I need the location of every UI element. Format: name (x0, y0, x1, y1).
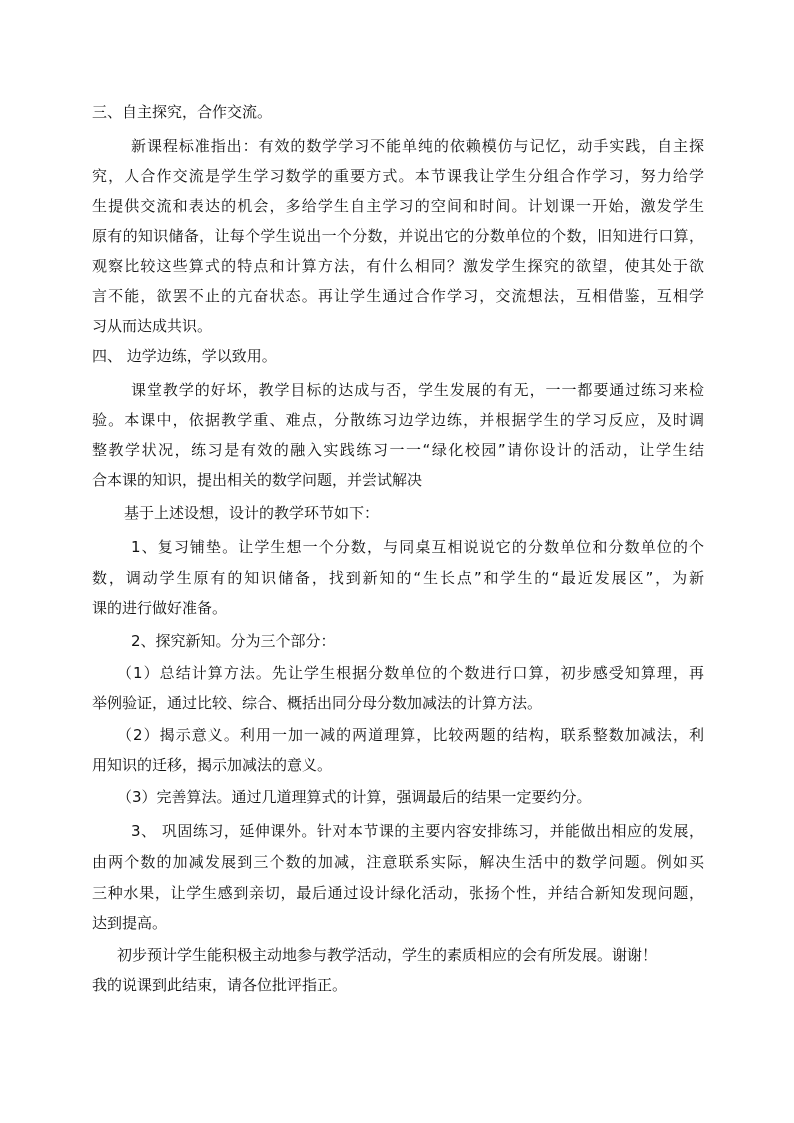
closing-line: 我的说课到此结束，请各位批评指正。 (92, 976, 348, 994)
section-3-paragraph-line: 新课程标准指出：有效的数学学习不能单纯的依赖模仿与记忆，动手实践，自主探 (131, 137, 704, 155)
step-3-line: 三种水果，让学生感到亲切，最后通过设计绿化活动，张扬个性，并结合新知发现问题， (92, 884, 704, 902)
section-4-paragraph-line: 验。本课中，依据教学重、难点，分散练习边学边练，并根据学生的学习反应，及时调 (92, 411, 704, 429)
section-3-paragraph-line: 言不能，欲罢不止的亢奋状态。再让学生通过合作学习，交流想法，互相借鉴，互相学 (92, 287, 704, 305)
step-2-sub-2-line: 用知识的迁移，揭示加减法的意义。 (92, 756, 333, 774)
step-3-line: 达到提高。 (92, 914, 168, 932)
section-3-paragraph-line: 生提供交流和表达的机会，多给学生自主学习的空间和时间。计划课一开始，激发学生 (92, 197, 704, 215)
section-3-paragraph-line: 究，人合作交流是学生学习数学的重要方式。本节课我让学生分组合作学习，努力给学 (92, 167, 704, 185)
step-2-sub-2-line: （2）揭示意义。利用一加一减的两道理算，比较两题的结构，联系整数加减法，利 (117, 726, 704, 744)
step-2-sub-1-line: 举例验证，通过比较、综合、概括出同分母分数加减法的计算方法。 (92, 694, 543, 712)
section-4-paragraph-line: 合本课的知识，提出相关的数学问题，并尝试解决 (92, 471, 423, 489)
step-3-line: 3、 巩固练习，延伸课外。针对本节课的主要内容安排练习，并能做出相应的发展， (131, 822, 704, 840)
section-3-paragraph-line: 原有的知识储备，让每个学生说出一个分数，并说出它的分数单位的个数，旧知进行口算， (92, 227, 704, 245)
section-4-paragraph-line: 课堂教学的好坏，教学目标的达成与否，学生发展的有无，一一都要通过练习来检 (131, 381, 704, 399)
section-3-paragraph-line: 习从而达成共识。 (92, 317, 213, 335)
section-3-paragraph-line: 观察比较这些算式的特点和计算方法，有什么相同？激发学生探究的欲望，使其处于欲 (92, 257, 704, 275)
section-4-heading: 四、 边学边练，学以致用。 (92, 347, 277, 365)
step-2-heading: 2、探究新知。分为三个部分： (131, 632, 336, 650)
steps-intro: 基于上述设想，设计的教学环节如下： (124, 504, 380, 522)
step-1-line: 1、复习铺垫。让学生想一个分数，与同桌互相说说它的分数单位和分数单位的个 (131, 538, 704, 556)
step-2-sub-3-line: （3）完善算法。通过几道理算式的计算，强调最后的结果一定要约分。 (117, 788, 592, 806)
step-1-line: 课的进行做好准备。 (92, 599, 228, 617)
step-1-line: 数，调动学生原有的知识储备，找到新知的“生长点”和学生的“最近发展区”，为新 (92, 569, 704, 587)
section-3-heading: 三、自主探究，合作交流。 (92, 103, 273, 121)
section-4-paragraph-line: 整教学状况，练习是有效的融入实践练习一一“绿化校园”请你设计的活动，让学生结 (92, 441, 704, 459)
step-2-sub-1-line: （1）总结计算方法。先让学生根据分数单位的个数进行口算，初步感受知算理，再 (117, 664, 704, 682)
step-3-line: 由两个数的加减发展到三个数的加减，注意联系实际，解决生活中的数学问题。例如买 (92, 853, 704, 871)
closing-line: 初步预计学生能积极主动地参与教学活动，学生的素质相应的会有所发展。谢谢！ (117, 946, 658, 964)
